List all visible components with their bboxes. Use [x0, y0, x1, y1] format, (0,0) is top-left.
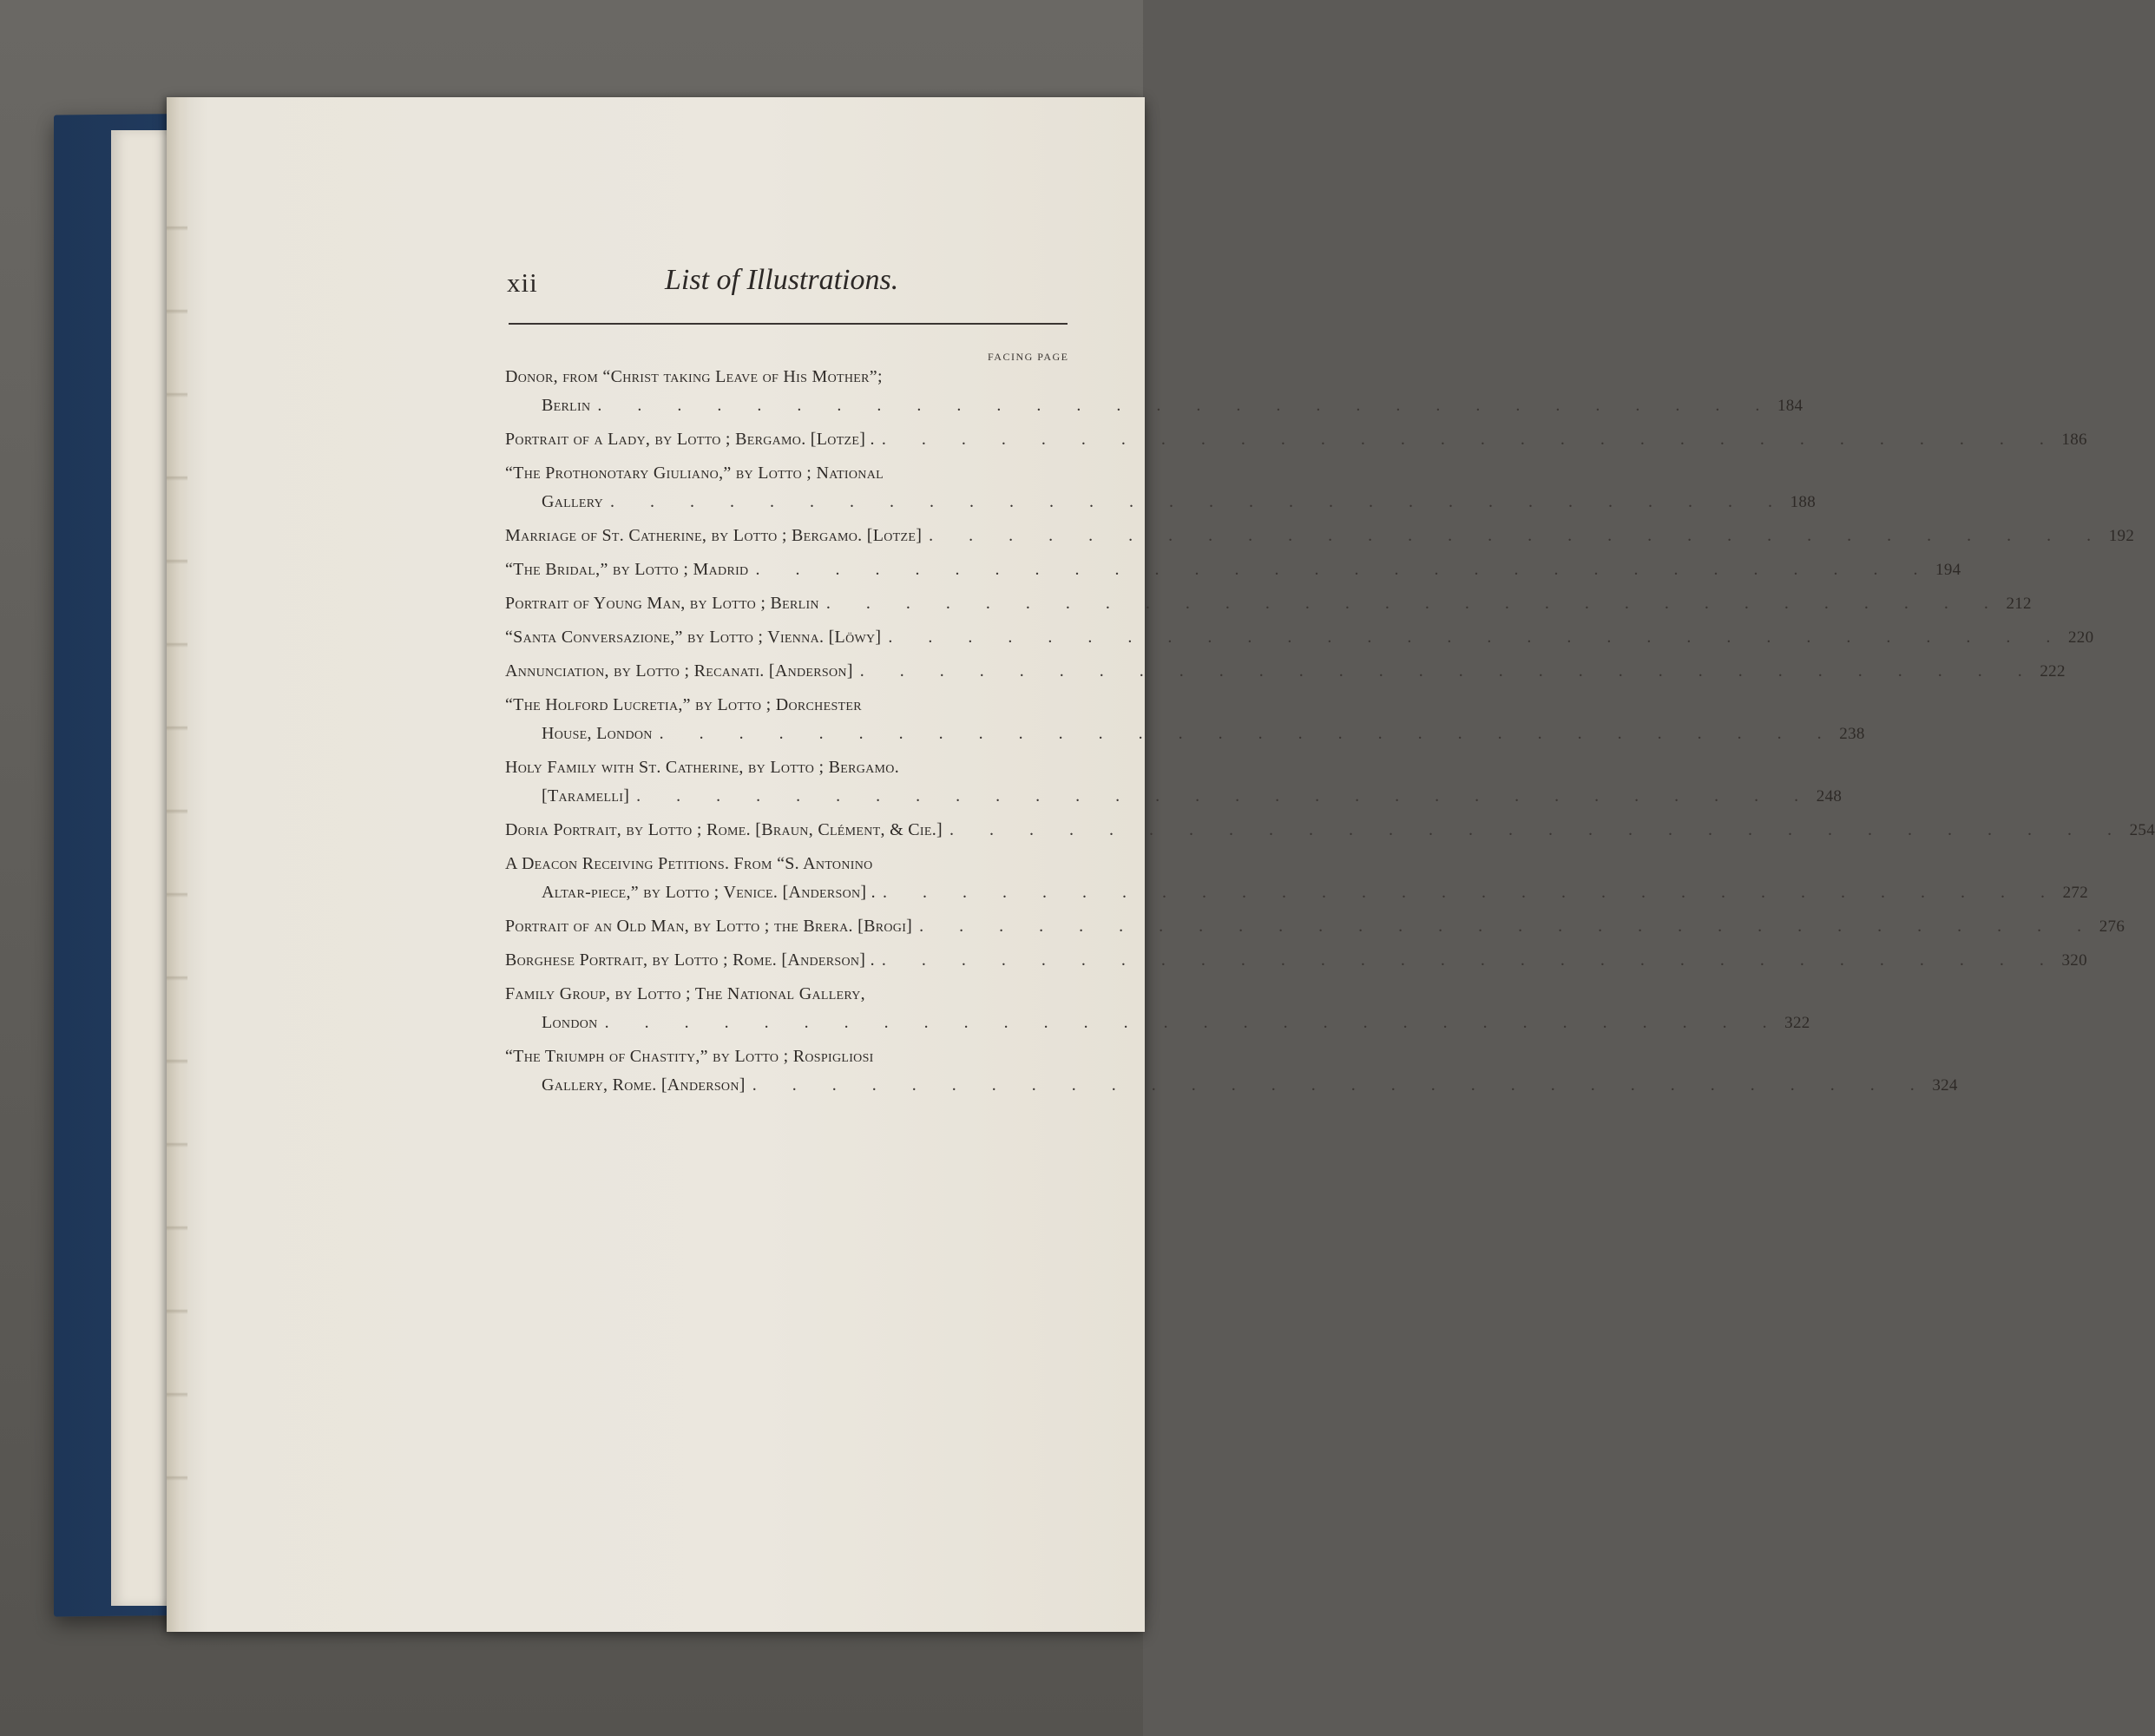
dot-leader: . . . . . . . . . . . . . . . . . . . . . . . . . . . . . . — [929, 526, 2107, 545]
entry-caption: Annunciation, by Lotto ; Recanati. [Anderson] — [505, 661, 853, 681]
dot-leader: . . . . . . . . . . . . . . . . . . . . . . . . . . . . . . — [825, 594, 2004, 613]
facing-page-number: 212 — [2006, 595, 2032, 613]
entry-caption: [Taramelli] — [542, 786, 630, 806]
facing-page-number: 320 — [2061, 951, 2087, 970]
entry-line — [505, 556, 1961, 584]
facing-page-number: 248 — [1816, 787, 1843, 806]
facing-page-number: 220 — [2067, 628, 2094, 647]
dot-leader: . . . . . . . . . . . . . . . . . . . . . . . . . . . . . . — [659, 724, 1837, 743]
facing-page-number: 276 — [2099, 917, 2125, 936]
facing-page-number: 194 — [1935, 561, 1961, 579]
list-item — [505, 691, 1865, 748]
entry-line — [505, 753, 1069, 782]
facing-page-number: 238 — [1839, 725, 1865, 743]
entry-line — [505, 912, 2125, 941]
entry-caption: Holy Family with St. Catherine, by Lotto ; Bergamo. — [505, 758, 900, 777]
list-item — [505, 459, 1816, 516]
entry-line — [505, 1042, 1069, 1071]
entry-caption: Altar-piece,” by Lotto ; Venice. [Anderson] . — [542, 883, 876, 902]
entry-line — [505, 657, 2066, 686]
entry-line — [505, 488, 1816, 516]
entry-caption: “The Triumph of Chastity,” by Lotto ; Rospigliosi — [505, 1047, 874, 1066]
dot-leader: . . . . . . . . . . . . . . . . . . . . . . . . . . . . . . — [610, 492, 1788, 511]
entry-caption: Borghese Portrait, by Lotto ; Rome. [Anderson] . — [505, 950, 875, 970]
entry-line — [505, 589, 2032, 618]
entry-line — [505, 391, 1803, 420]
entry-line — [505, 623, 2094, 652]
list-item — [505, 556, 1961, 584]
entry-line — [505, 878, 2088, 907]
facing-page-number: 324 — [1932, 1076, 1958, 1095]
header-rule — [509, 323, 1068, 325]
list-item — [505, 912, 2125, 941]
list-item — [505, 589, 2032, 618]
illustrations-list — [505, 363, 2155, 1105]
facing-page-number: 222 — [2040, 662, 2066, 681]
entry-caption: Berlin — [542, 396, 591, 415]
facing-page-label: FACING PAGE — [988, 351, 1069, 363]
dot-leader: . . . . . . . . . . . . . . . . . . . . . . . . . . . . . . — [604, 1013, 1783, 1032]
entry-caption: A Deacon Receiving Petitions. From “S. Antonino — [505, 854, 873, 873]
entry-caption: Portrait of Young Man, by Lotto ; Berlin — [505, 594, 819, 613]
entry-line — [505, 816, 2155, 845]
list-item — [505, 623, 2094, 652]
list-item — [505, 753, 1843, 811]
list-item — [505, 816, 2155, 845]
list-item — [505, 657, 2066, 686]
dot-leader: . . . . . . . . . . . . . . . . . . . . . . . . . . . . . . — [883, 883, 2060, 902]
entry-line — [505, 363, 1069, 391]
list-item — [505, 1042, 1958, 1100]
dot-leader: . . . . . . . . . . . . . . . . . . . . . . . . . . . . . . — [881, 950, 2060, 970]
entry-line — [505, 850, 1069, 878]
entry-line — [505, 782, 1843, 811]
running-head-title: List of Illustrations. — [665, 264, 899, 296]
entry-caption: Portrait of an Old Man, by Lotto ; the Brera. [Brogi] — [505, 917, 913, 936]
facing-page-number: 254 — [2129, 821, 2155, 839]
dot-leader: . . . . . . . . . . . . . . . . . . . . . . . . . . . . . . — [752, 1075, 1930, 1095]
entry-line — [505, 1071, 1958, 1100]
entry-caption: “Santa Conversazione,” by Lotto ; Vienna. [Löwy] — [505, 628, 882, 647]
dot-leader: . . . . . . . . . . . . . . . . . . . . . . . . . . . . . . — [888, 628, 2066, 647]
entry-caption: “The Bridal,” by Lotto ; Madrid — [505, 560, 749, 579]
dot-leader: . . . . . . . . . . . . . . . . . . . . . . . . . . . . . . — [881, 430, 2060, 449]
list-item — [505, 850, 2088, 907]
list-item — [505, 425, 2087, 454]
facing-page-number: 192 — [2108, 527, 2135, 545]
entry-caption: Doria Portrait, by Lotto ; Rome. [Braun, Clément, & Cie.] — [505, 820, 943, 839]
facing-page-number: 186 — [2061, 431, 2087, 449]
entry-caption: Gallery, Rome. [Anderson] — [542, 1075, 746, 1095]
list-item — [505, 946, 2087, 975]
entry-line — [505, 459, 1069, 488]
facing-page-number: 188 — [1790, 493, 1816, 511]
entry-caption: Family Group, by Lotto ; The National Gallery, — [505, 984, 865, 1003]
dot-leader: . . . . . . . . . . . . . . . . . . . . . . . . . . . . . . — [919, 917, 2098, 936]
dot-leader: . . . . . . . . . . . . . . . . . . . . . . . . . . . . . . — [636, 786, 1815, 806]
binding-threads — [167, 148, 187, 1502]
list-item — [505, 522, 2135, 550]
entry-line — [505, 425, 2087, 454]
entry-caption: Marriage of St. Catherine, by Lotto ; Bergamo. [Lotze] — [505, 526, 923, 545]
dot-leader: . . . . . . . . . . . . . . . . . . . . . . . . . . . . . . — [949, 820, 2127, 839]
dot-leader: . . . . . . . . . . . . . . . . . . . . . . . . . . . . . . — [597, 396, 1776, 415]
entry-line — [505, 1009, 1810, 1037]
entry-caption: House, London — [542, 724, 653, 743]
entry-line — [505, 980, 1069, 1009]
facing-page-number: 184 — [1777, 397, 1803, 415]
entry-line — [505, 946, 2087, 975]
list-item — [505, 363, 1803, 420]
entry-caption: “The Prothonotary Giuliano,” by Lotto ; National — [505, 464, 884, 483]
list-item — [505, 980, 1810, 1037]
entry-caption: “The Holford Lucretia,” by Lotto ; Dorchester — [505, 695, 862, 714]
entry-caption: Donor, from “Christ taking Leave of His Mother”; — [505, 367, 883, 386]
entry-line — [505, 522, 2135, 550]
entry-line — [505, 691, 1069, 720]
dot-leader: . . . . . . . . . . . . . . . . . . . . . . . . . . . . . . — [859, 661, 2038, 681]
facing-page-number: 322 — [1784, 1014, 1810, 1032]
entry-line — [505, 720, 1865, 748]
dot-leader: . . . . . . . . . . . . . . . . . . . . . . . . . . . . . . — [755, 560, 1934, 579]
entry-caption: Gallery — [542, 492, 603, 511]
entry-caption: Portrait of a Lady, by Lotto ; Bergamo. [Lotze] . — [505, 430, 875, 449]
page-number: xii — [507, 267, 538, 298]
facing-page-number: 272 — [2062, 884, 2088, 902]
entry-caption: London — [542, 1013, 598, 1032]
